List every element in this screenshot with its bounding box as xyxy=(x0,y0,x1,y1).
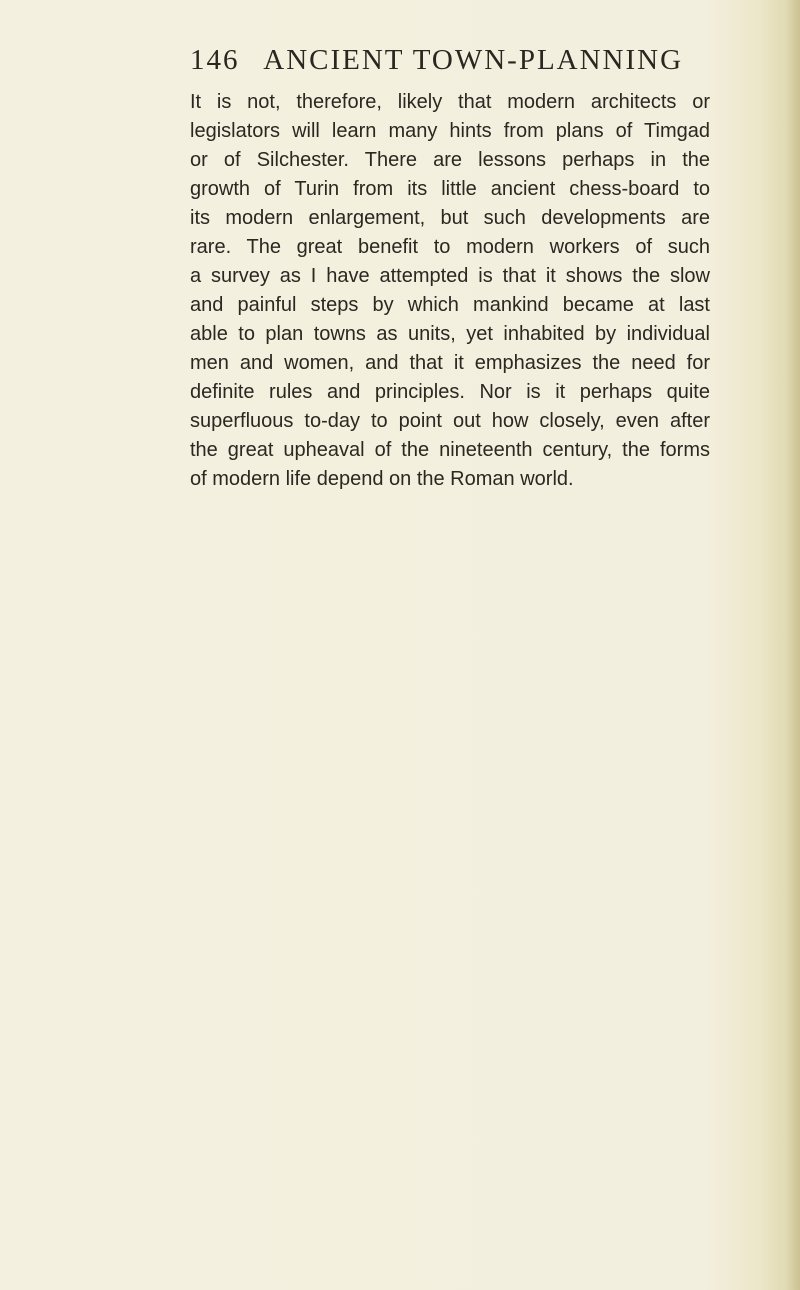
page-header xyxy=(190,44,710,88)
text-line: its modern enlargement, but such developments are xyxy=(190,207,710,229)
body-paragraph xyxy=(190,88,710,494)
text-line: growth of Turin from its little ancient chess-board to xyxy=(190,178,710,200)
text-line: It is not, therefore, likely that modern architects or xyxy=(190,91,710,113)
text-line: a survey as I have attempted is that it shows the slow xyxy=(190,265,710,287)
text-line: legislators will learn many hints from plans of Timgad xyxy=(190,120,710,142)
text-line: definite rules and principles. Nor is it perhaps quite xyxy=(190,381,710,403)
running-title: ANCIENT TOWN-PLANNING xyxy=(263,44,684,76)
text-line: able to plan towns as units, yet inhabited by individual xyxy=(190,323,710,345)
text-line: or of Silchester. There are lessons perhaps in the xyxy=(190,149,710,171)
text-line: the great upheaval of the nineteenth century, the forms xyxy=(190,439,710,461)
text-line: superfluous to-day to point out how closely, even after xyxy=(190,410,710,432)
text-line: rare. The great benefit to modern workers of such xyxy=(190,236,710,258)
page-edge-shadow xyxy=(786,0,800,1290)
text-line: and painful steps by which mankind became at last xyxy=(190,294,710,316)
page-number: 146 xyxy=(190,44,240,76)
text-line: of modern life depend on the Roman world. xyxy=(190,468,574,490)
text-line: men and women, and that it emphasizes the need for xyxy=(190,352,710,374)
